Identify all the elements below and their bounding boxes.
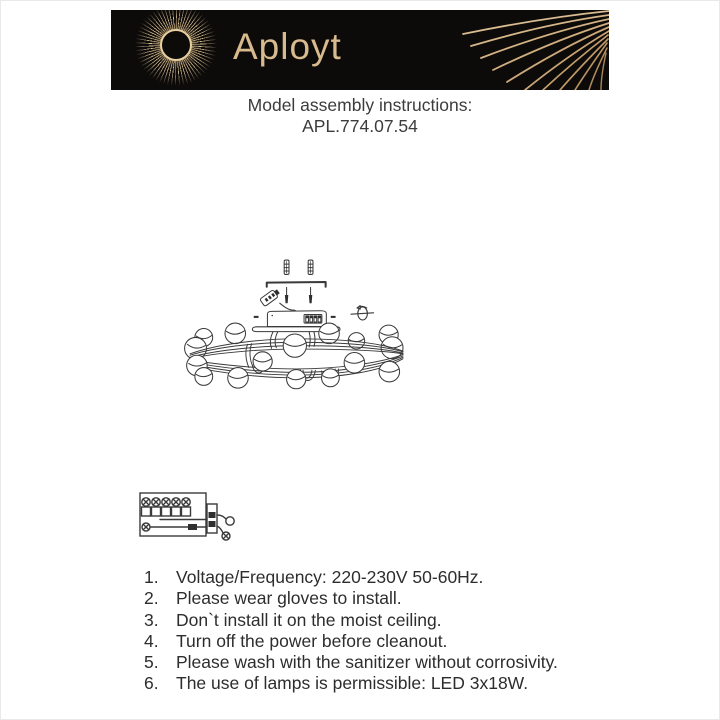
item-text: The use of lamps is permissible: LED 3x18W.	[176, 673, 529, 694]
ground-screw-icon	[142, 523, 150, 531]
item-number: 6.	[144, 673, 159, 694]
page-title	[0, 95, 720, 137]
wire-end-icon	[226, 517, 234, 525]
item-number: 1.	[144, 567, 159, 587]
alignment-mark	[331, 316, 336, 318]
wall-anchor-icon	[308, 260, 313, 274]
ceiling-chandelier-assembly-drawing	[175, 220, 555, 435]
wall-anchor-icon	[284, 260, 289, 274]
list-item	[144, 567, 624, 588]
mounting-bracket	[267, 282, 326, 287]
lamp-ball	[283, 334, 306, 357]
ray-fan-icon	[111, 10, 609, 90]
item-number: 2.	[144, 588, 159, 609]
item-text: Voltage/Frequency: 220-230V 50-60Hz.	[176, 567, 484, 587]
power-plug-connector	[260, 288, 297, 313]
list-item	[144, 610, 624, 631]
lamp-balls-front	[187, 334, 400, 389]
item-text: Please wear gloves to install.	[176, 588, 402, 609]
wire-connector	[207, 504, 217, 533]
brand-banner	[111, 10, 609, 90]
item-number: 5.	[144, 652, 159, 673]
item-text: Turn off the power before cleanout.	[176, 630, 448, 651]
lamp-ball	[319, 323, 340, 344]
list-item	[144, 673, 624, 694]
alignment-mark	[254, 316, 259, 318]
screw-icon	[285, 287, 288, 303]
instruction-list	[144, 567, 624, 695]
canopy-stem	[309, 332, 310, 347]
item-number: 4.	[144, 630, 159, 651]
title-line: Model assembly instructions:	[247, 95, 473, 115]
rotation-arrow-icon	[351, 306, 374, 320]
list-item	[144, 652, 624, 673]
item-text: Please wash with the sanitizer without corrosivity.	[176, 652, 558, 673]
brand-name: Aployt	[233, 26, 342, 67]
ground-screw-icon	[222, 532, 230, 540]
lamp-ball	[225, 323, 246, 344]
list-item	[144, 588, 624, 609]
model-number: APL.774.07.54	[302, 116, 418, 136]
item-number: 3.	[144, 609, 159, 630]
screw-icon	[309, 287, 312, 303]
list-item	[144, 631, 624, 652]
item-text: Don`t install it on the moist ceiling.	[176, 609, 442, 630]
screw-terminal-icon	[142, 498, 191, 516]
terminal-block-wiring-diagram	[133, 484, 268, 554]
